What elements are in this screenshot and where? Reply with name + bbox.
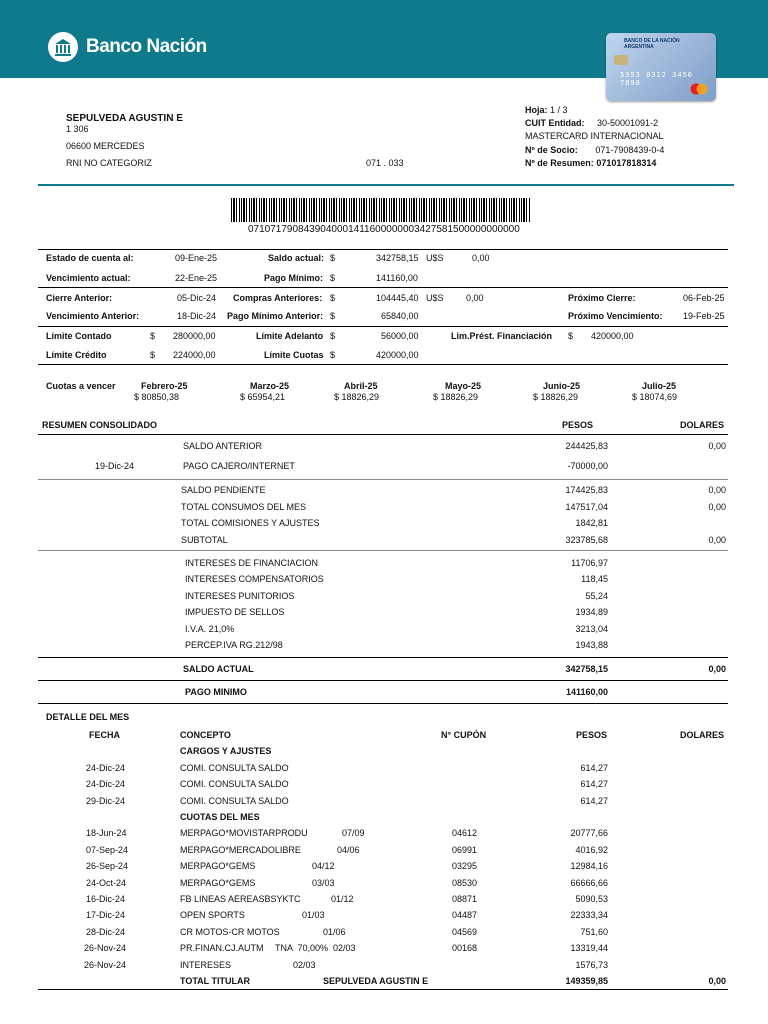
- resumen-concept: IMPUESTO DE SELLOS: [185, 607, 285, 617]
- detalle-pesos: 4016,92: [575, 845, 608, 855]
- cuota-month: Junio-25: [543, 381, 581, 391]
- client-name: SEPULVEDA AGUSTIN E: [66, 113, 183, 124]
- detalle-date: 17-Dic-24: [86, 910, 126, 920]
- resumen-concept: TOTAL CONSUMOS DEL MES: [181, 502, 307, 512]
- detalle-pesos: 751,60: [580, 927, 608, 937]
- detalle-cuota: 02/03: [293, 960, 316, 970]
- total-titular-pesos: 149359,85: [565, 976, 608, 986]
- resumen-concept: I.V.A. 21,0%: [185, 624, 235, 634]
- compras-label: Compras Anteriores:: [233, 293, 323, 303]
- detalle-date: 26-Nov-24: [84, 960, 127, 970]
- compras-usd-currency: U$S: [426, 293, 444, 303]
- detalle-pesos: 614,27: [580, 763, 608, 773]
- pagomin-ant-currency: $: [330, 311, 336, 321]
- lim-prest-currency: $: [568, 331, 574, 341]
- mastercard-logo-icon: [688, 83, 710, 95]
- cargos-title: CARGOS Y AJUSTES: [180, 746, 272, 756]
- detalle-concept: CR MOTOS-CR MOTOS: [180, 927, 280, 937]
- client-city: 06600 MERCEDES: [66, 141, 145, 151]
- hoja-label: Hoja:: [525, 105, 548, 115]
- pago-min-label: PAGO MINIMO: [185, 687, 247, 697]
- resumen-pesos: 147517,04: [565, 502, 608, 512]
- resumen-pesos: 174425,83: [565, 485, 608, 495]
- cuota-amount: $ 18826,29: [334, 392, 380, 402]
- total-bottom-line: [38, 989, 728, 990]
- venc-ant-label: Vencimiento Anterior:: [46, 311, 140, 321]
- detalle-cupon: 00168: [452, 943, 478, 953]
- estado-value: 09-Ene-25: [175, 253, 218, 263]
- detalle-date: 28-Dic-24: [86, 927, 126, 937]
- lim-credito-value: 224000,00: [173, 350, 216, 360]
- detalle-cupon: 04569: [452, 927, 478, 937]
- resumen-concept: INTERESES PUNITORIOS: [185, 591, 295, 601]
- venc-label: Vencimiento actual:: [46, 273, 131, 283]
- socio-row: [525, 145, 664, 155]
- detalle-cuota: 03/03: [312, 878, 335, 888]
- resumen-pesos: 3213,04: [575, 624, 608, 634]
- hoja-value: 1 / 3: [550, 105, 568, 115]
- detalle-col-dolares: DOLARES: [680, 730, 725, 740]
- detalle-concept: OPEN SPORTS: [180, 910, 245, 920]
- lim-prest-value: 420000,00: [591, 331, 634, 341]
- detalle-pesos: 22333,34: [570, 910, 608, 920]
- detalle-cuota: TNA 70,00% 02/03: [275, 943, 356, 953]
- resumen-line: [38, 479, 728, 480]
- summary-line-3: [38, 326, 728, 327]
- resumen-pesos: -70000,00: [567, 461, 608, 471]
- cierre-ant-label: Cierre Anterior:: [46, 293, 113, 303]
- lim-contado-label: Límite Contado: [46, 331, 112, 341]
- credit-card-image: [606, 33, 716, 101]
- resumen-pesos: 244425,83: [565, 441, 608, 451]
- detalle-pesos: 12984,16: [570, 861, 608, 871]
- cuit-row: [525, 118, 658, 128]
- saldo-value: 342758,15: [376, 253, 419, 263]
- resumen-concept: TOTAL COMISIONES Y AJUSTES: [181, 518, 320, 528]
- detalle-cuota: 01/03: [302, 910, 325, 920]
- client-address: 1 306: [66, 124, 89, 134]
- socio-label: Nº de Socio:: [525, 145, 578, 155]
- cuota-month: Febrero-25: [141, 381, 188, 391]
- resumen-concept: SALDO ANTERIOR: [183, 441, 263, 451]
- pago-min-bottom-line: [38, 703, 728, 704]
- detalle-cuota: 07/09: [342, 828, 365, 838]
- compras-value: 104445,40: [376, 293, 419, 303]
- resumen-row: [525, 158, 656, 168]
- resumen-header-line: [38, 434, 728, 435]
- resumen-pesos: 1934,89: [575, 607, 608, 617]
- detalle-concept: FB LINEAS AEREASBSYKTC: [180, 894, 301, 904]
- total-titular-name: SEPULVEDA AGUSTIN E: [323, 976, 429, 986]
- lim-prest-label: Lim.Prést. Financiación: [451, 331, 553, 341]
- compras-currency: $: [330, 293, 336, 303]
- resumen-concept: PERCEP.IVA RG.212/98: [185, 640, 283, 650]
- resumen-label: Nº de Resumen:: [525, 158, 594, 168]
- detalle-cupon: 08871: [452, 894, 478, 904]
- detalle-cuota: 01/06: [323, 927, 346, 937]
- lim-adelanto-value: 56000,00: [381, 331, 419, 341]
- card-number: 5353 0312 3456 7890: [620, 71, 694, 87]
- cuota-amount: $ 80850,38: [134, 392, 180, 402]
- detalle-date: 07-Sep-24: [86, 845, 129, 855]
- cuota-amount: $ 65954,21: [240, 392, 286, 402]
- saldo-actual-dolares: 0,00: [708, 664, 726, 674]
- prox-venc-label: Próximo Vencimiento:: [568, 311, 663, 321]
- detalle-cupon: 03295: [452, 861, 478, 871]
- branch-code: 071 . 033: [366, 158, 404, 168]
- resumen-col-dolares: DOLARES: [680, 420, 725, 430]
- venc-ant-value: 18-Dic-24: [177, 311, 217, 321]
- resumen-dolares: 0,00: [708, 502, 726, 512]
- detalle-pesos: 20777,66: [570, 828, 608, 838]
- resumen-title: RESUMEN CONSOLIDADO: [42, 420, 158, 430]
- detalle-date: 26-Nov-24: [84, 943, 127, 953]
- issuer: MASTERCARD INTERNACIONAL: [525, 131, 664, 141]
- detalle-date: 18-Jun-24: [86, 828, 127, 838]
- hoja-row: [525, 105, 568, 115]
- cuota-amount: $ 18074,69: [632, 392, 678, 402]
- summary-top-line: [38, 249, 728, 250]
- resumen-value: 071017818314: [596, 158, 657, 168]
- card-bank-name: BANCO DE LA NACIÓN ARGENTINA: [624, 38, 680, 50]
- bank-logo-icon: [48, 32, 78, 62]
- barcode-number: 0710717908439040001411600000003427581500000000000: [248, 224, 520, 235]
- lim-adelanto-label: Límite Adelanto: [256, 331, 324, 341]
- cuota-month: Abril-25: [344, 381, 378, 391]
- detalle-concept: MERPAGO*GEMS: [180, 878, 256, 888]
- socio-value: 071-7908439-0-4: [595, 145, 665, 155]
- detalle-col-cupon: N° CUPÓN: [441, 730, 487, 740]
- lim-credito-currency: $: [150, 350, 156, 360]
- pago-min-pesos: 141160,00: [565, 687, 608, 697]
- pagomin-ant-value: 65840,00: [381, 311, 419, 321]
- cuota-month: Julio-25: [642, 381, 677, 391]
- resumen-line: [38, 550, 728, 551]
- cuotas-label: Cuotas a vencer: [46, 381, 116, 391]
- resumen-pesos: 323785,68: [565, 535, 608, 545]
- resumen-pesos: 1943,88: [575, 640, 608, 650]
- saldo-actual-bottom-line: [38, 680, 728, 681]
- cuota-amount: $ 18826,29: [433, 392, 479, 402]
- pagomin-ant-label: Pago Mínimo Anterior:: [227, 311, 324, 321]
- cuit-value: 30-50001091-2: [597, 118, 659, 128]
- detalle-pesos: 66666,66: [570, 878, 608, 888]
- barcode-image: [231, 198, 531, 222]
- detalle-concept: MERPAGO*MERCADOLIBRE: [180, 845, 301, 855]
- prox-cierre-value: 06-Feb-25: [683, 293, 725, 303]
- prox-cierre-label: Próximo Cierre:: [568, 293, 636, 303]
- detalle-concept: COMI. CONSULTA SALDO: [180, 796, 289, 806]
- detalle-col-fecha: FECHA: [89, 730, 120, 740]
- client-tax-status: RNI NO CATEGORIZ: [66, 158, 152, 168]
- detalle-cuota: 04/12: [312, 861, 335, 871]
- cierre-ant-value: 05-Dic-24: [177, 293, 217, 303]
- lim-contado-currency: $: [150, 331, 156, 341]
- resumen-pesos: 55,24: [585, 591, 608, 601]
- total-titular-label: TOTAL TITULAR: [180, 976, 250, 986]
- detalle-pesos: 1576,73: [575, 960, 608, 970]
- resumen-dolares: 0,00: [708, 535, 726, 545]
- lim-credito-label: Límite Crédito: [46, 350, 107, 360]
- detalle-pesos: 614,27: [580, 796, 608, 806]
- bank-name: Banco Nación: [86, 36, 207, 57]
- pagomin-value: 141160,00: [376, 273, 418, 283]
- detalle-cupon: 04612: [452, 828, 478, 838]
- lim-contado-value: 280000,00: [173, 331, 216, 341]
- saldo-actual-pesos: 342758,15: [565, 664, 608, 674]
- resumen-col-pesos: PESOS: [562, 420, 594, 430]
- resumen-concept: INTERESES COMPENSATORIOS: [185, 574, 324, 584]
- lim-adelanto-currency: $: [330, 331, 336, 341]
- detalle-concept: MERPAGO*GEMS: [180, 861, 256, 871]
- lim-cuotas-label: Límite Cuotas: [264, 350, 324, 360]
- saldo-actual-top-line: [38, 657, 728, 658]
- detalle-col-pesos: PESOS: [576, 730, 608, 740]
- resumen-pesos: 11706,97: [571, 558, 608, 568]
- saldo-usd-value: 0,00: [472, 253, 490, 263]
- saldo-currency: $: [330, 253, 336, 263]
- saldo-usd-currency: U$S: [426, 253, 444, 263]
- cuit-label: CUIT Entidad:: [525, 118, 585, 128]
- detalle-pesos: 13319,44: [570, 943, 608, 953]
- resumen-concept: SUBTOTAL: [181, 535, 228, 545]
- detalle-cupon: 06991: [452, 845, 478, 855]
- detalle-concept: COMI. CONSULTA SALDO: [180, 763, 289, 773]
- detalle-date: 24-Dic-24: [86, 779, 126, 789]
- cuota-month: Marzo-25: [250, 381, 290, 391]
- detalle-title: DETALLE DEL MES: [46, 712, 130, 722]
- resumen-concept: INTERESES DE FINANCIACION: [185, 558, 319, 568]
- detalle-concept: MERPAGO*MOVISTARPRODU: [180, 828, 308, 838]
- detalle-date: 24-Oct-24: [86, 878, 127, 888]
- detalle-cupon: 04487: [452, 910, 478, 920]
- saldo-label: Saldo actual:: [268, 253, 325, 263]
- resumen-concept: PAGO CAJERO/INTERNET: [183, 461, 295, 471]
- detalle-cupon: 08530: [452, 878, 478, 888]
- card-chip-icon: [614, 55, 628, 65]
- detalle-date: 24-Dic-24: [86, 763, 126, 773]
- resumen-dolares: 0,00: [708, 441, 726, 451]
- cuota-month: Mayo-25: [445, 381, 482, 391]
- detalle-concept: PR.FINAN.CJ.AUTM: [180, 943, 264, 953]
- detalle-pesos: 614,27: [580, 779, 608, 789]
- detalle-concept: INTERESES: [180, 960, 232, 970]
- detalle-date: 29-Dic-24: [86, 796, 126, 806]
- resumen-pesos: 118,45: [581, 574, 608, 584]
- lim-cuotas-currency: $: [330, 350, 336, 360]
- estado-label: Estado de cuenta al:: [46, 253, 134, 263]
- summary-bottom-line: [38, 364, 728, 365]
- total-titular-dolares: 0,00: [708, 976, 726, 986]
- cuota-amount: $ 18826,29: [533, 392, 579, 402]
- detalle-pesos: 5090,53: [575, 894, 608, 904]
- resumen-pesos: 1842,81: [575, 518, 608, 528]
- summary-line-2: [38, 287, 728, 288]
- resumen-date: 19-Dic-24: [95, 461, 135, 471]
- detalle-date: 26-Sep-24: [86, 861, 129, 871]
- lim-cuotas-value: 420000,00: [376, 350, 419, 360]
- resumen-concept: SALDO PENDIENTE: [181, 485, 266, 495]
- resumen-dolares: 0,00: [708, 485, 726, 495]
- cuotas-mes-title: CUOTAS DEL MES: [180, 812, 260, 822]
- detalle-col-concepto: CONCEPTO: [180, 730, 231, 740]
- detalle-date: 16-Dic-24: [86, 894, 126, 904]
- detalle-cuota: 04/06: [337, 845, 360, 855]
- pagomin-currency: $: [330, 273, 336, 283]
- venc-value: 22-Ene-25: [175, 273, 218, 283]
- pagomin-label: Pago Mínimo:: [264, 273, 323, 283]
- header-divider: [38, 184, 734, 186]
- compras-usd-value: 0,00: [466, 293, 484, 303]
- prox-venc-value: 19-Feb-25: [683, 311, 725, 321]
- detalle-cuota: 01/12: [331, 894, 354, 904]
- saldo-actual-label: SALDO ACTUAL: [183, 664, 254, 674]
- detalle-concept: COMI. CONSULTA SALDO: [180, 779, 289, 789]
